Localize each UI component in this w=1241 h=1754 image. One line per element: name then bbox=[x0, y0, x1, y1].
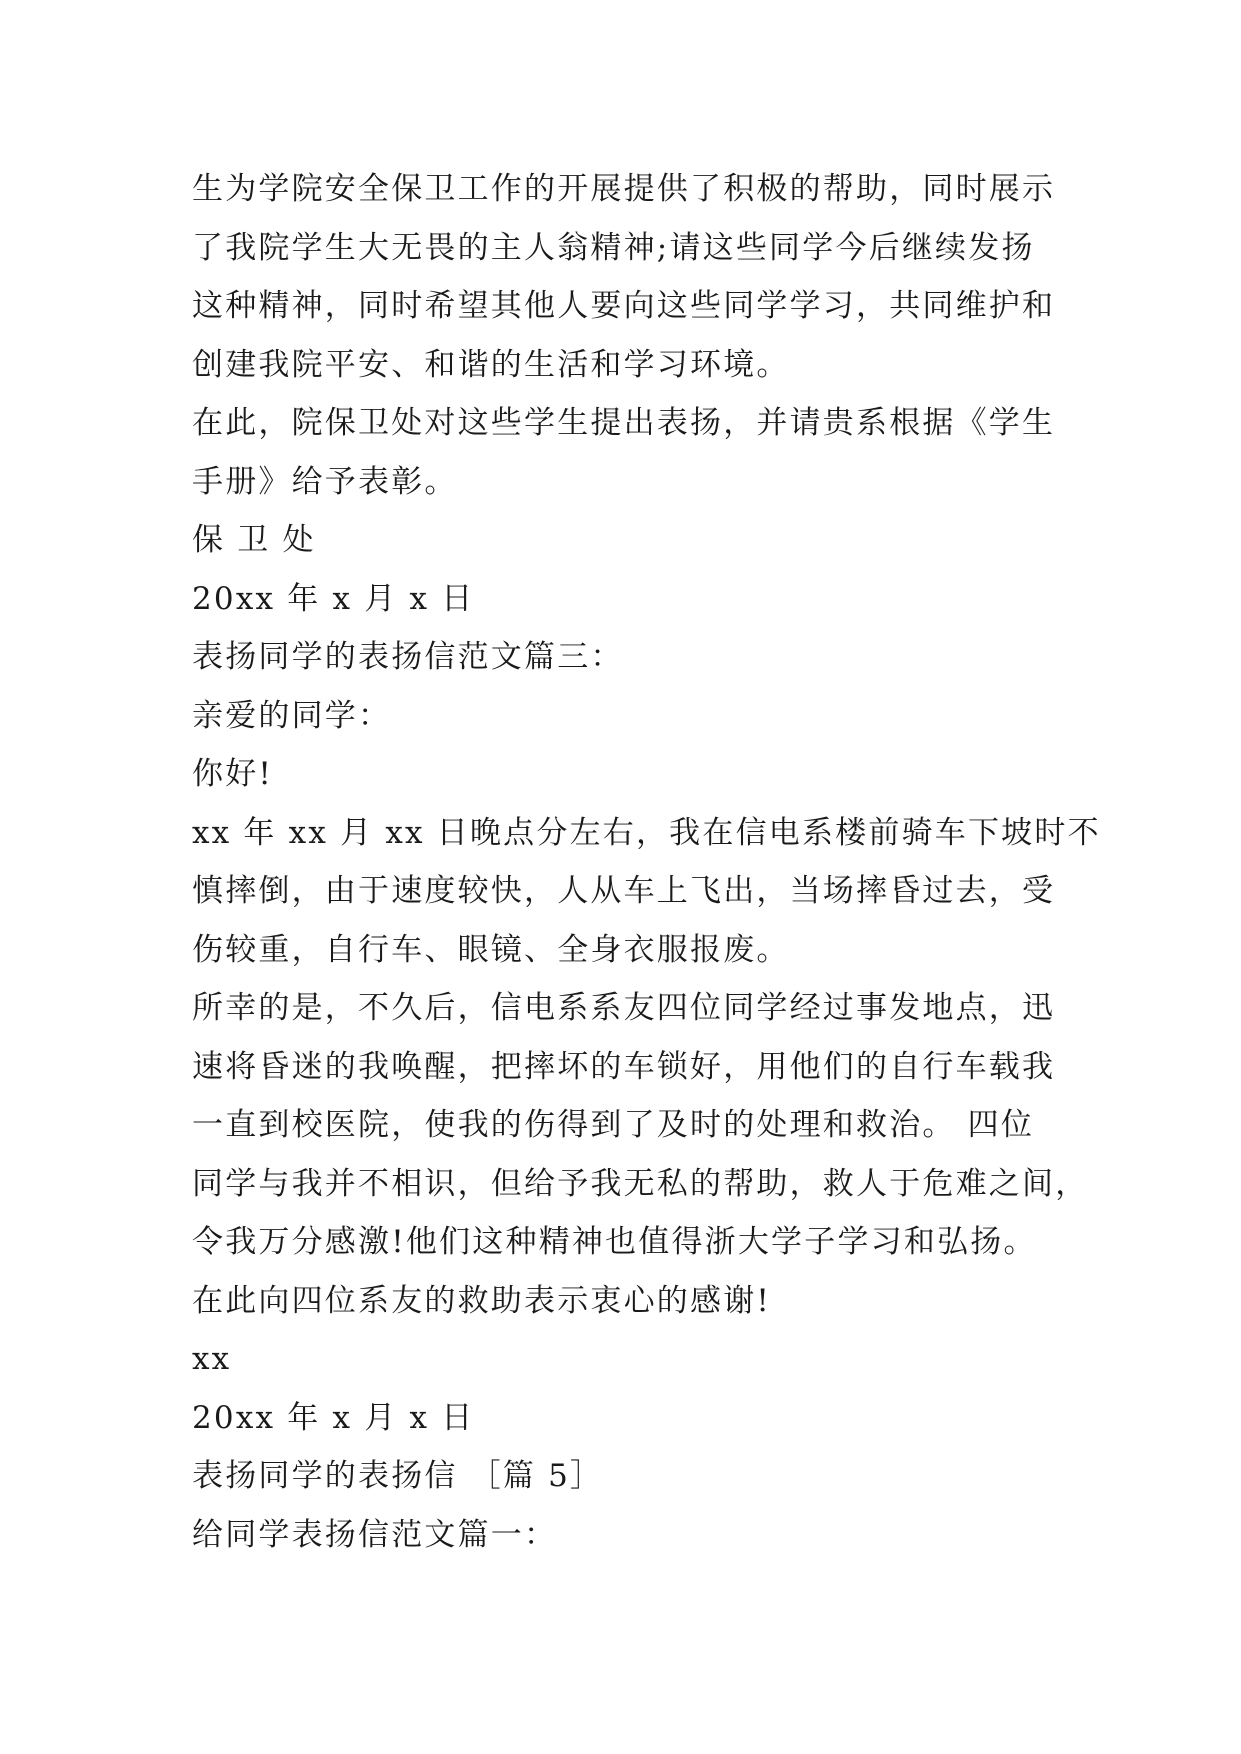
body-line: 在此，院保卫处对这些学生提出表扬，并请贵系根据《学生 bbox=[192, 405, 1056, 441]
signature-line: 保 卫 处 bbox=[192, 522, 316, 558]
section-heading: 表扬同学的表扬信范文篇三： bbox=[192, 639, 624, 675]
body-line: 了我院学生大无畏的主人翁精神;请这些同学今后继续发扬 bbox=[192, 229, 1035, 266]
body-line: 伤较重，自行车、眼镜、全身衣服报废。 bbox=[192, 931, 790, 968]
body-line: 生为学院安全保卫工作的开展提供了积极的帮助，同时展示 bbox=[192, 171, 1056, 207]
salutation-line: 亲爱的同学： bbox=[192, 697, 392, 734]
body-line: 手册》给予表彰。 bbox=[192, 463, 458, 500]
body-line: 同学与我并不相识，但给予我无私的帮助，救人于危难之间， bbox=[192, 1165, 1089, 1202]
body-line: 在此向四位系友的救助表示衷心的感谢! bbox=[192, 1282, 772, 1319]
body-line: 慎摔倒，由于速度较快，人从车上飞出，当场摔昏过去，受 bbox=[192, 873, 1056, 909]
section-heading: 表扬同学的表扬信 ［篇 5］ bbox=[192, 1458, 604, 1494]
date-line: 20xx 年 x 月 x 日 bbox=[192, 1399, 475, 1436]
greeting-line: 你好! bbox=[192, 756, 274, 792]
body-line: 这种精神，同时希望其他人要向这些同学学习，共同维护和 bbox=[192, 288, 1056, 324]
body-line: xx 年 xx 月 xx 日晚点分左右，我在信电系楼前骑车下坡时不 bbox=[192, 814, 1101, 851]
date-line: 20xx 年 x 月 x 日 bbox=[192, 580, 475, 617]
body-line: 创建我院平安、和谐的生活和学习环境。 bbox=[192, 346, 790, 383]
body-line: 所幸的是，不久后，信电系系友四位同学经过事发地点，迅 bbox=[192, 990, 1056, 1026]
body-line: 令我万分感激!他们这种精神也值得浙大学子学习和弘扬。 bbox=[192, 1224, 1037, 1260]
document-body bbox=[192, 160, 1101, 1564]
body-line: 速将昏迷的我唤醒，把摔坏的车锁好，用他们的自行车载我 bbox=[192, 1048, 1056, 1085]
signature-line: xx bbox=[192, 1341, 232, 1377]
section-heading: 给同学表扬信范文篇一： bbox=[192, 1516, 558, 1553]
body-line: 一直到校医院，使我的伤得到了及时的处理和救治。 四位 bbox=[192, 1107, 1035, 1143]
